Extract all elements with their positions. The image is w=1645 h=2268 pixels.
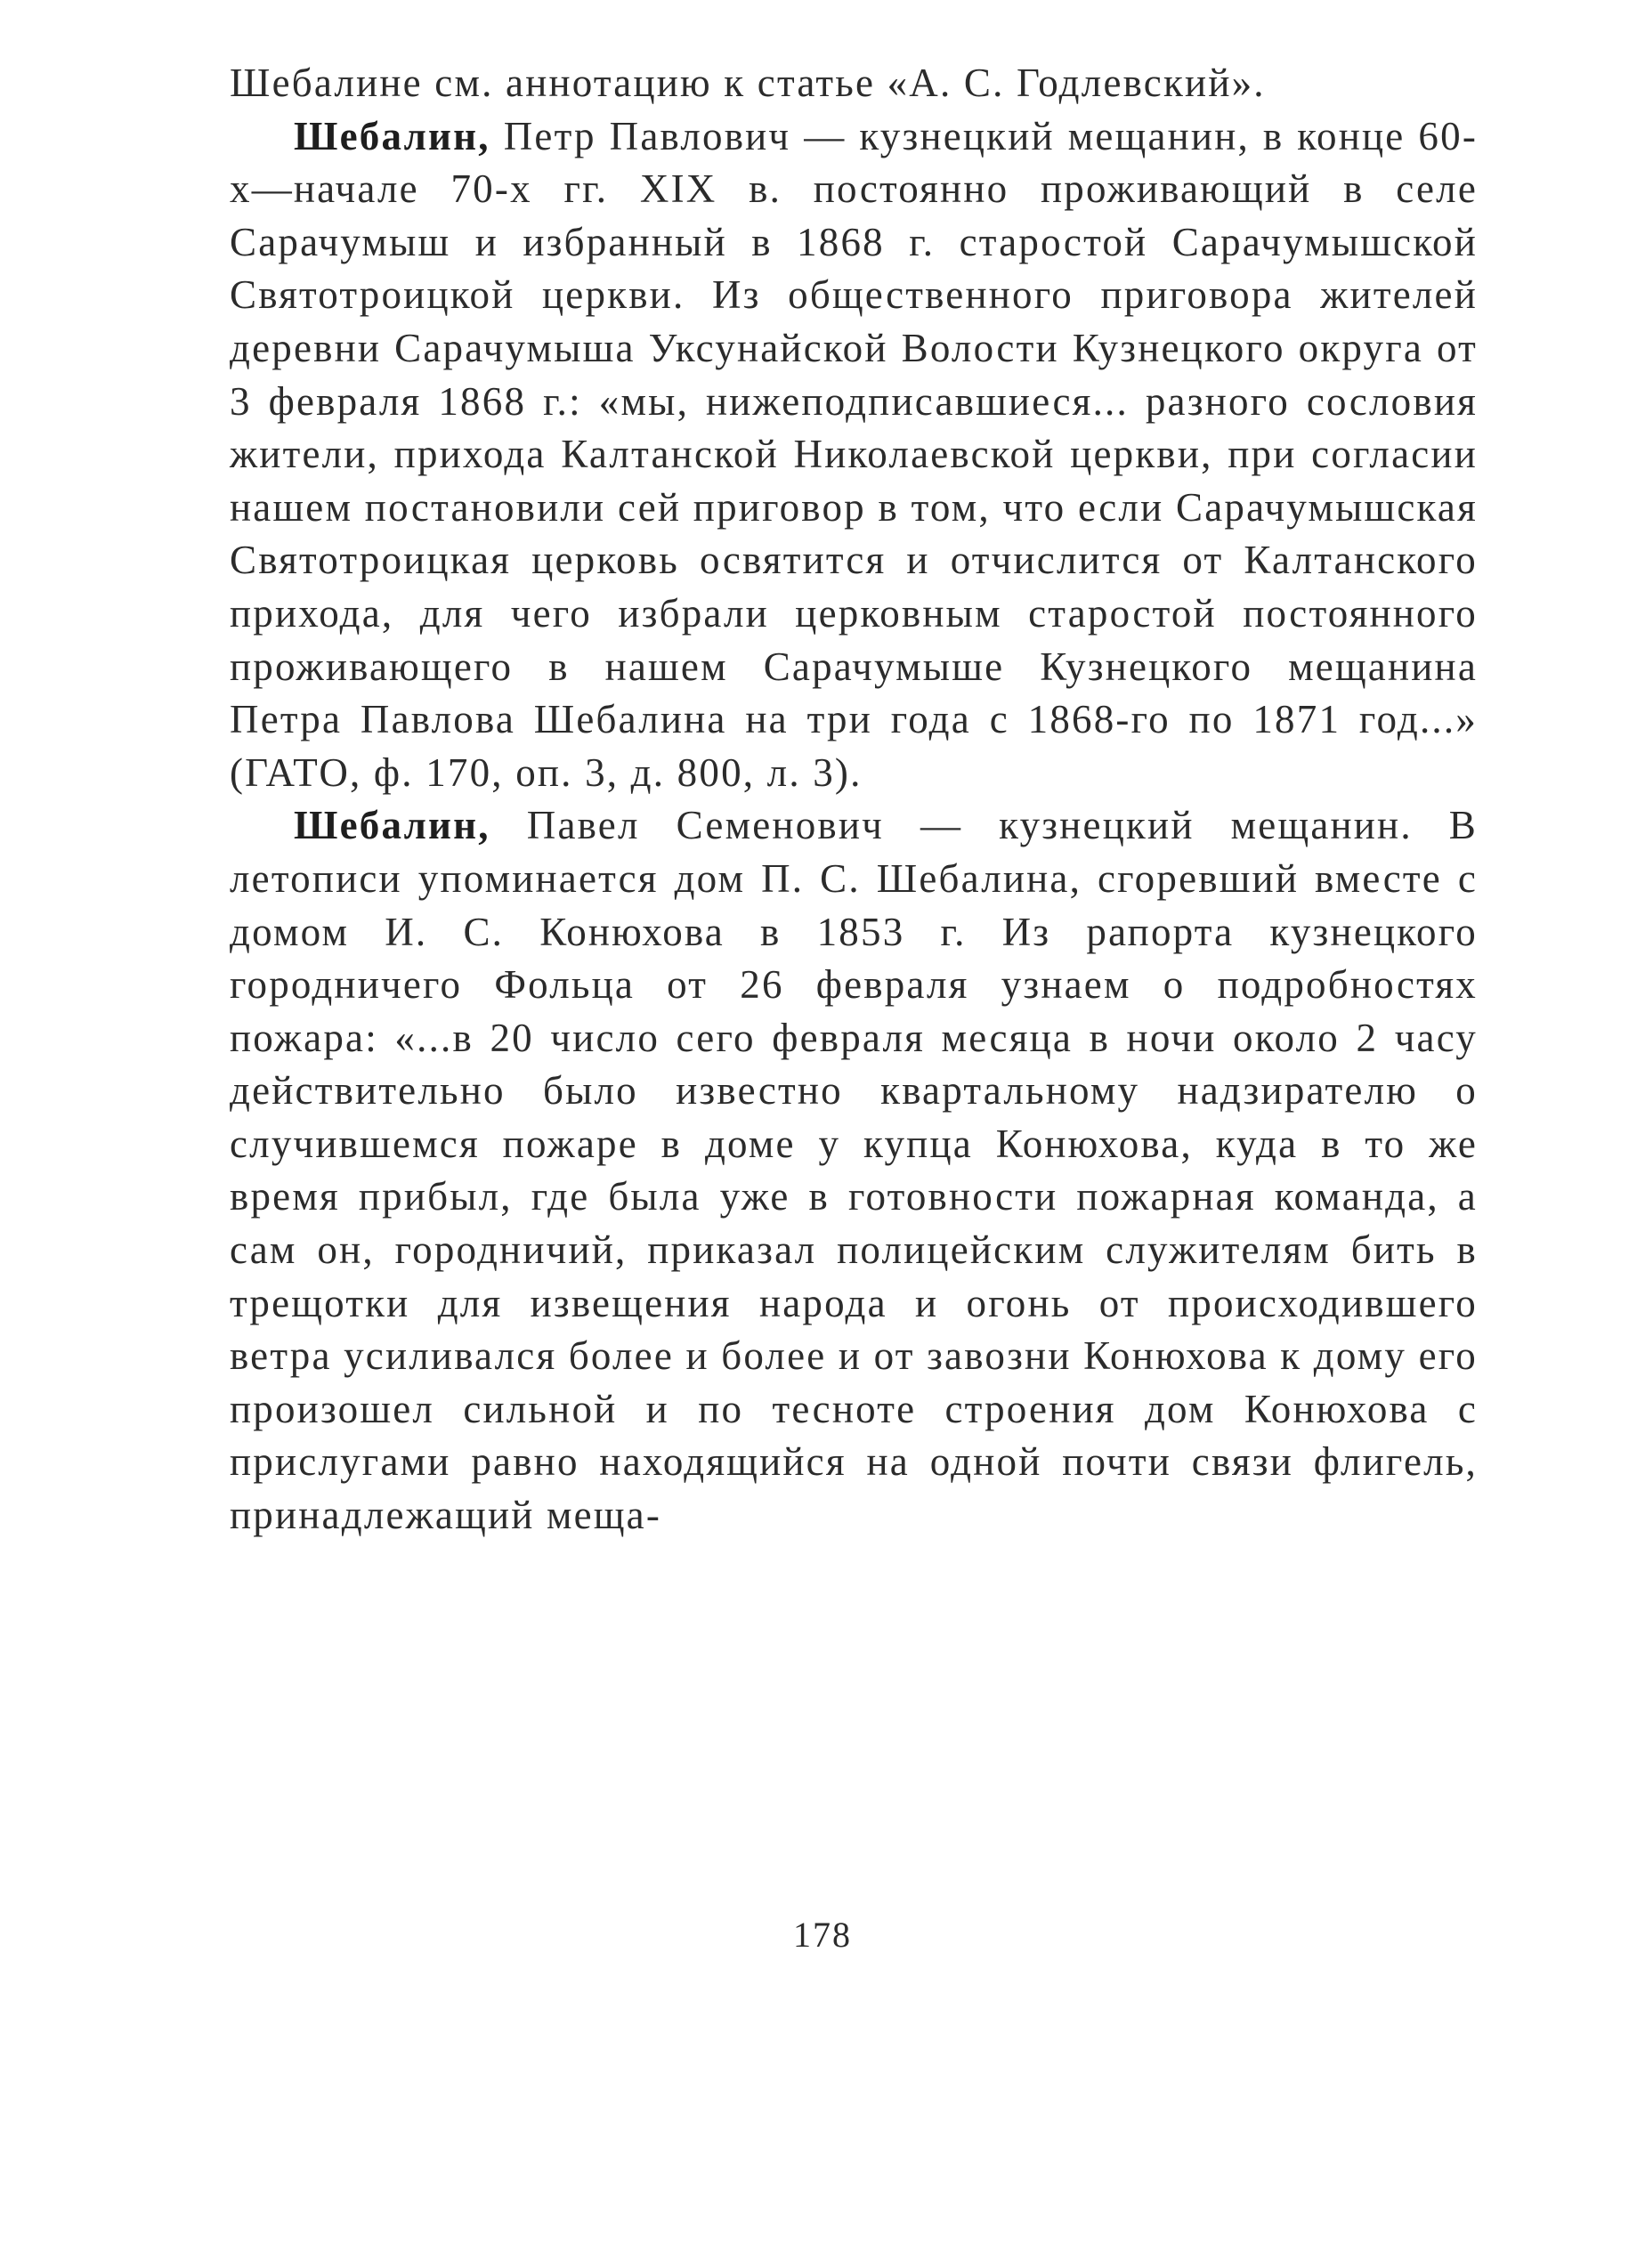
page-number: 178	[793, 1915, 852, 1955]
entry-text: Петр Павлович — кузнецкий мещанин, в конце 60-х—начале 70-х гг. XIX в. постоянно проживающий в селе Сарачумыш и избранный в 1868 г. старостой Сарачумышской Святотроицкой церкви. Из общественного приговора жителей деревни Сарачумыша Уксунайской Волости Кузнецкого округа от 3 февраля 1868 г.: «мы, нижеподписавшиеся... разного сословия жители, прихода Калтанской Николаевской церкви, при согласии нашем постановили сей приговор в том, что если Сарачумышская Святотроицкая церковь освятится и отчислится от Калтанского прихода, для чего избрали церковным старостой постоянного проживающего в нашем Сарачумыше Кузнецкого мещанина Петра Павлова Шебалина на три года с 1868-го по 1871 год...» (ГАТО, ф. 170, оп. 3, д. 800, л. 3).	[230, 113, 1478, 795]
entry-text: Павел Семенович — кузнецкий мещанин. В летописи упоминается дом П. С. Шебалина, сгоревший вместе с домом И. С. Конюхова в 1853 г. Из рапорта кузнецкого городничего Фольца от 26 февраля узнаем о подробностях пожара: «...в 20 число сего февраля месяца в ночи около 2 часу действительно было известно квартальному надзирателю о случившемся пожаре в доме у купца Конюхова, куда в то же время прибыл, где была уже в готовности пожарная команда, а сам он, городничий, приказал полицейским служителям бить в трещотки для извещения народа и огонь от происходившего ветра усиливался более и более и от завозни Конюхова к дому его произошел сильной и по тесноте строения дом Конюхова с прислугами равно находящийся на одной почти связи флигель, принадлежащий меща-	[230, 803, 1478, 1538]
entry-headword: Шебалин,	[294, 803, 490, 848]
entry-shebalin-pavel	[230, 799, 1478, 1542]
body-text	[230, 57, 1478, 1543]
paragraph-continuation	[230, 57, 1478, 110]
entry-shebalin-petr	[230, 110, 1478, 800]
entry-headword: Шебалин,	[294, 113, 490, 158]
paragraph-text: Шебалине см. аннотацию к статье «А. С. Годлевский».	[230, 61, 1266, 105]
